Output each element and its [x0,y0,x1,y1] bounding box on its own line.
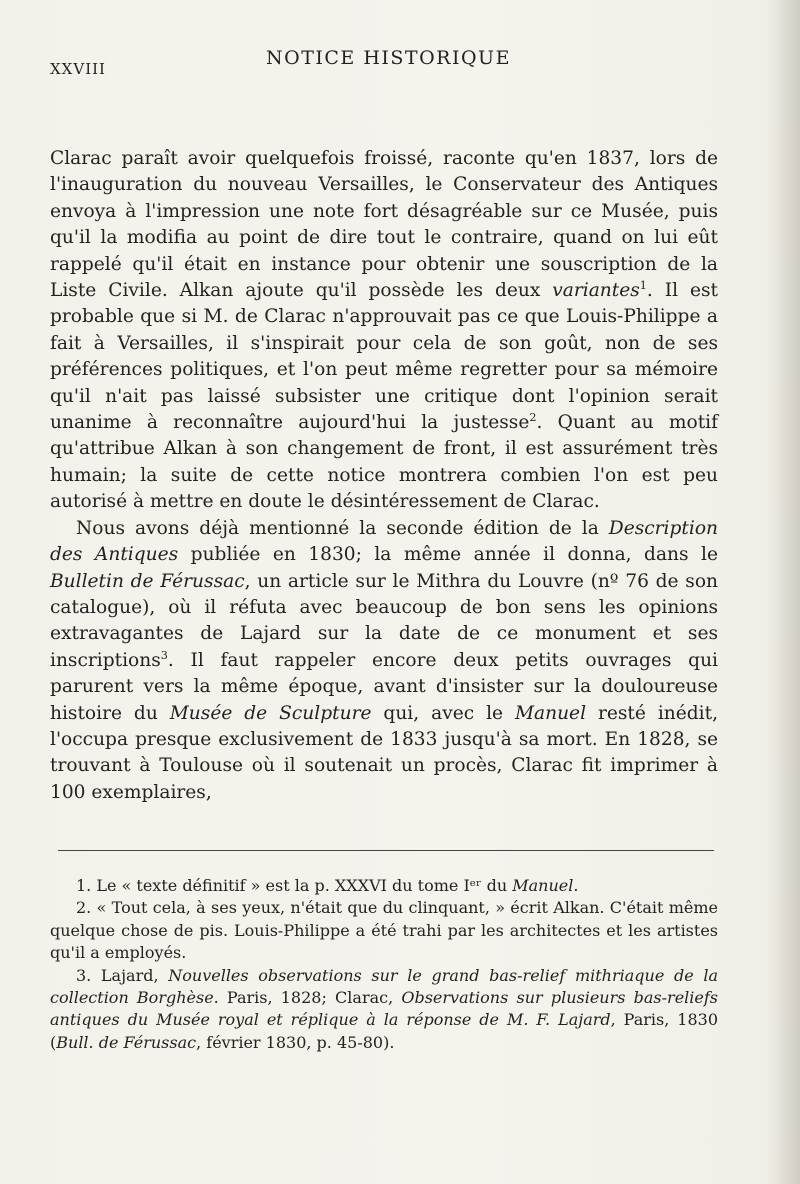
page-header [50,42,720,82]
page-edge-shadow [766,0,800,1184]
footnote-3: 3. Lajard, Nouvelles observations sur le grand bas-relief mithriaque de la collection Borghèse. Paris, 1828; Clarac, Observations sur plusieurs bas-reliefs antiques du Musée royal et réplique à la réponse de M. F. Lajard, Paris, 1830 (Bull. de Férussac, février 1830, p. 45-80). [50,965,719,1052]
footnotes [50,875,718,1054]
footnote-ref-3[interactable]: 3 [160,648,168,662]
footnote-rule [58,850,714,851]
footnote-1: 1. Le « texte définitif » est la p. XXXVI du tome Iᵉʳ du Manuel. [76,876,579,895]
running-head: NOTICE HISTORIQUE [266,47,511,69]
main-text [50,146,718,806]
page-number: XXVIII [50,60,106,78]
paragraph-1: Clarac paraît avoir quelquefois froissé, raconte qu'en 1837, lors de l'inauguration du nouveau Versailles, le Conservateur des Antiques envoya à l'impression une note fort désagréable sur ce Musée, puis qu'il la modifia au point de dire tout le contraire, quand on lui eût rappelé qu'il était en instance pour obtenir une souscription de la Liste Civile. Alkan ajoute qu'il possède les deux variantes$^1$. Il est probable que si M. de Clarac n'approuvait pas ce que Louis-Philippe a fait à Versailles, il s'inspirait pour cela de son goût, non de ses préférences politiques, et l'on peut même regretter pour sa mémoire qu'il n'ait pas laissé subsister une critique dont l'opinion serait unanime à reconnaître aujourd'hui la justesse$^2$. Quant au motif qu'attribue Alkan à son changement de front, il est assurément très humain; la suite de cette notice montrera combien l'on est peu autorisé à mettre en doute le désintéressement de Clarac. [50,148,718,513]
footnote-ref-1[interactable]: 1 [639,278,647,292]
footnote-ref-2[interactable]: 2 [529,410,537,424]
footnote-2: 2. « Tout cela, à ses yeux, n'était que du clinquant, » écrit Alkan. C'était même quelque chose de pis. Louis-Philippe a été trahi par les architectes et les artistes qu'il a employés. [50,898,718,963]
paragraph-2: Nous avons déjà mentionné la seconde édition de la Description des Antiques publiée en 1830; la même année il donna, dans le Bulletin de Férussac, un article sur le Mithra du Louvre (nº 76 de son catalogue), où il réfuta avec beaucoup de bon sens les opinions extravagantes de Lajard sur la date de ce monument et ses inscriptions$^3$. Il faut rappeler encore deux petits ouvrages qui parurent vers la même époque, avant d'insister sur la douloureuse histoire du Musée de Sculpture qui, avec le Manuel resté inédit, l'occupa presque exclusivement de 1833 jusqu'à sa mort. En 1828, se trouvant à Toulouse où il soutenait un procès, Clarac fit imprimer à 100 exemplaires, [50,517,718,803]
